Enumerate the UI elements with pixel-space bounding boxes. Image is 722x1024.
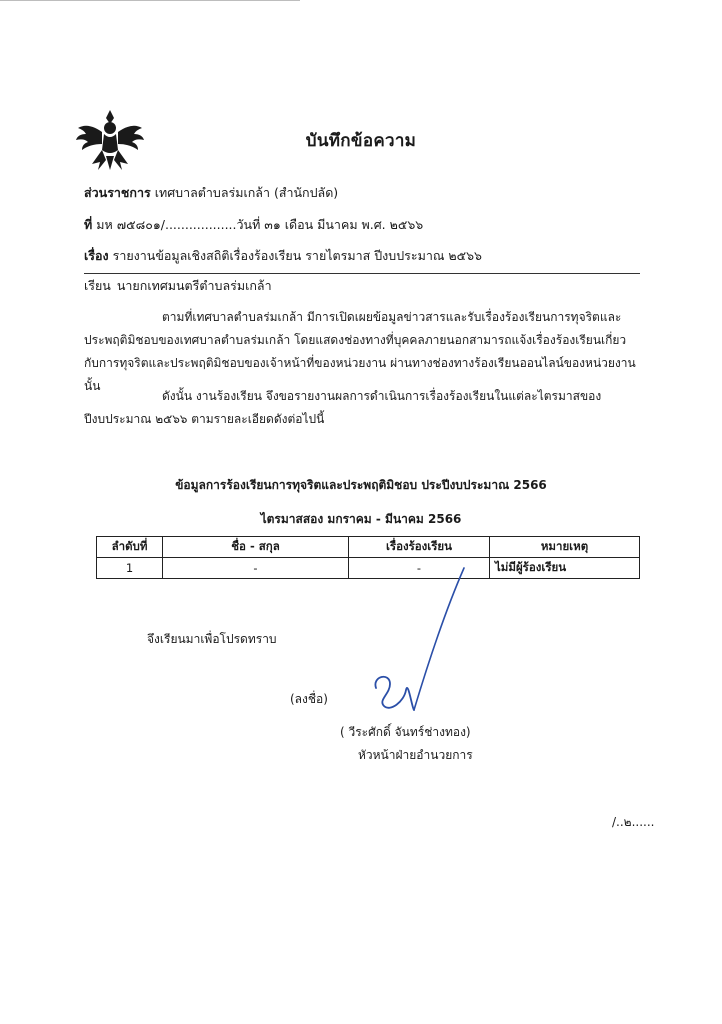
column-header-order: ลำดับที่: [97, 537, 163, 558]
body-paragraph-2: [84, 385, 640, 431]
cell-complaint: -: [349, 558, 490, 579]
subject-line: [84, 246, 482, 266]
department-label: ส่วนราชการ: [84, 185, 151, 200]
department-value: เทศบาลตำบลร่มเกล้า (สำนักปลัด): [154, 185, 339, 200]
paragraph-1-text: ตามที่เทศบาลตำบลร่มเกล้า มีการเปิดเผยข้อมูลข่าวสารและรับเรื่องร้องเรียนการทุจริตและประพฤติมิชอบของเทศบาลตำบลร่มเกล้า โดยแสดงช่องทางที่บุคคลภายนอกสามารถแจ้งเรื่องร้องเรียนเกี่ยวกับการทุจริตและประพฤติมิชอบของเจ้าหน้าที่ของหน่วยงาน ผ่านทางช่องทางร้องเรียนออนไลน์ของหน่วยงาน นั้น: [84, 310, 636, 393]
subject-value: รายงานข้อมูลเชิงสถิติเรื่องร้องเรียน รายไตรมาส ปีงบประมาณ ๒๕๖๖: [112, 248, 482, 263]
column-header-complaint: เรื่องร้องเรียน: [349, 537, 490, 558]
next-page-marker: /..๒......: [612, 815, 655, 829]
paragraph-2-text: ดังนั้น งานร้องเรียน จึงขอรายงานผลการดำเนินการเรื่องร้องเรียนในแต่ละไตรมาสของปีงบประมาณ ๒๕๖๖ ตามรายละเอียดดังต่อไปนี้: [84, 389, 602, 426]
reference-value: มห ๗๕๘๐๑/..................วันที่ ๓๑ เดือน มีนาคม พ.ศ. ๒๕๖๖: [96, 217, 424, 232]
recipient-label: เรียน: [84, 278, 111, 293]
table-heading: ข้อมูลการร้องเรียนการทุจริตและประพฤติมิชอบ ประปีงบประมาณ 2566: [175, 478, 547, 492]
signer-name: ( วีระศักดิ์ จันทร์ช่างทอง): [340, 725, 471, 739]
reference-label: ที่: [84, 217, 93, 232]
header-divider: [84, 273, 640, 274]
recipient-line: [84, 276, 272, 296]
column-header-name: ชื่อ - สกุล: [163, 537, 349, 558]
reference-line: [84, 215, 423, 235]
column-header-remark: หมายเหตุ: [490, 537, 640, 558]
document-title: บันทึกข้อความ: [305, 131, 417, 151]
cell-order: 1: [97, 558, 163, 579]
cell-remark: ไม่มีผู้ร้องเรียน: [490, 558, 640, 579]
closing-text: จึงเรียนมาเพื่อโปรดทราบ: [147, 632, 277, 646]
quarter-heading: ไตรมาสสอง มกราคม - มีนาคม 2566: [260, 512, 462, 526]
sign-label: (ลงชื่อ): [290, 692, 328, 706]
recipient-value: นายกเทศมนตรีตำบลร่มเกล้า: [116, 278, 272, 293]
scan-edge-line: [0, 0, 300, 1]
signer-title: หัวหน้าฝ่ายอำนวยการ: [358, 748, 473, 762]
table-header-row: [97, 537, 640, 558]
cell-name: -: [163, 558, 349, 579]
handwritten-signature: [360, 560, 490, 720]
department-line: [84, 183, 338, 203]
subject-label: เรื่อง: [84, 248, 109, 263]
